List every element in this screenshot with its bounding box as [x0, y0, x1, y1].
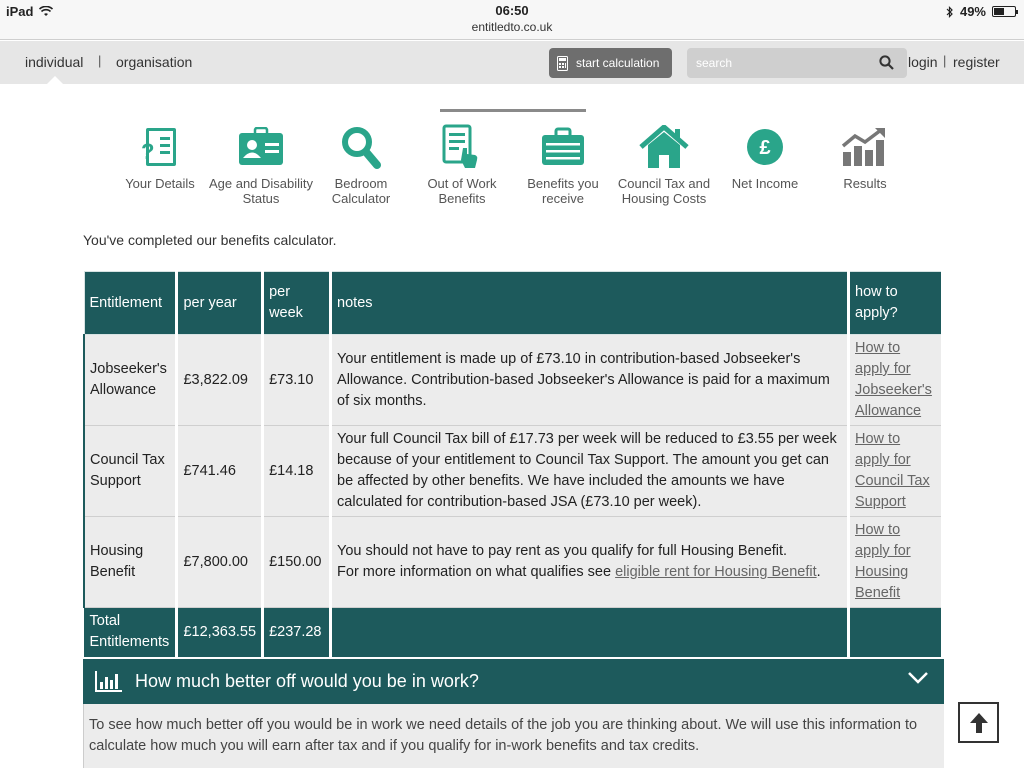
entitlements-table: [83, 271, 944, 657]
step-label: Results: [843, 176, 887, 191]
briefcase-icon: [540, 127, 586, 167]
step-out-of-work-benefits[interactable]: [407, 122, 517, 206]
step-label: Bedroom Calculator: [331, 176, 391, 206]
step-net-income[interactable]: [710, 122, 820, 191]
nav-separator: |: [98, 53, 102, 68]
total-row: [84, 608, 943, 657]
row-notes: Your entitlement is made up of £73.10 in contribution-based Jobseeker's Allowance. Contribution-based Jobseeker's Allowance is paid for a maximum of six months.: [331, 335, 849, 426]
step-your-details[interactable]: [105, 122, 215, 191]
device-name: iPad: [6, 4, 34, 19]
table-row: [84, 335, 943, 426]
address-bar[interactable]: entitledto.co.uk: [471, 20, 553, 34]
row-name: Jobseeker's Allowance: [84, 335, 177, 426]
row-name: Housing Benefit: [84, 517, 177, 608]
apply-link-council-tax[interactable]: How to apply for Council Tax Support: [855, 431, 930, 510]
row-per-week: £14.18: [263, 426, 331, 517]
notes-line-1: You should not have to pay rent as you qualify for full Housing Benefit.: [337, 543, 788, 559]
start-calculation-label: start calculation: [576, 56, 660, 70]
row-notes: Your full Council Tax bill of £17.73 per week will be reduced to £3.55 per week because of your entitlement to Council Tax Support. The amount you get can be affected by other benefits. We have included the amounts we have calculated for contribution-based JSA (£73.10 per week).: [331, 426, 849, 517]
step-results[interactable]: [810, 122, 920, 191]
step-bedroom-calculator[interactable]: [306, 122, 416, 206]
start-calculation-button[interactable]: [549, 48, 672, 78]
step-council-tax-housing[interactable]: [609, 122, 719, 206]
nav-separator-2: |: [943, 53, 947, 68]
apply-link-jsa[interactable]: How to apply for Jobseeker's Allowance: [855, 340, 932, 419]
row-per-year: £3,822.09: [177, 335, 263, 426]
nav-individual[interactable]: individual: [25, 54, 84, 70]
better-off-in-work-accordion[interactable]: [83, 659, 944, 704]
header-per-year: per year: [177, 272, 263, 335]
chevron-down-icon[interactable]: [907, 671, 929, 685]
row-per-year: £741.46: [177, 426, 263, 517]
search-icon[interactable]: [879, 55, 894, 70]
table-row: [84, 517, 943, 608]
row-per-week: £150.00: [263, 517, 331, 608]
step-age-disability[interactable]: [206, 122, 316, 206]
ios-status-bar: [0, 0, 1024, 40]
pound-glyph: £: [759, 137, 771, 159]
table-header-row: [84, 272, 943, 335]
battery-fill: [994, 8, 1004, 15]
active-step-indicator: [440, 109, 586, 112]
status-right: [946, 4, 1016, 19]
header-how-to-apply: how to apply?: [849, 272, 943, 335]
active-tab-caret: [47, 76, 63, 84]
register-link[interactable]: register: [953, 54, 1000, 70]
header-notes: notes: [331, 272, 849, 335]
bluetooth-icon: [946, 6, 954, 18]
site-nav: [0, 41, 1024, 84]
step-label: Benefits you receive: [527, 176, 599, 206]
row-per-week: £73.10: [263, 335, 331, 426]
house-icon: [639, 125, 689, 169]
notes-line-2-suffix: .: [816, 564, 821, 580]
id-card-icon: [237, 127, 285, 167]
total-per-week: £237.28: [263, 608, 331, 657]
table-row: [84, 426, 943, 517]
accordion-title: How much better off would you be in work?: [135, 671, 479, 691]
step-label: Age and Disability Status: [208, 176, 314, 206]
step-label: Council Tax and Housing Costs: [617, 176, 711, 206]
search-input[interactable]: [687, 48, 907, 78]
magnifier-icon: [340, 125, 382, 169]
nav-organisation[interactable]: organisation: [116, 54, 193, 70]
questionnaire-icon: [140, 126, 180, 168]
step-label: Net Income: [731, 176, 799, 191]
battery-icon: [992, 6, 1016, 17]
form-with-hand-icon: [441, 124, 483, 170]
clock: 06:50: [495, 3, 529, 18]
notes-line-2-prefix: For more information on what qualifies see: [337, 564, 612, 580]
total-label: Total Entitlements: [84, 608, 177, 657]
total-apply: [849, 608, 943, 657]
row-name: Council Tax Support: [84, 426, 177, 517]
svg-text:?: ?: [141, 139, 155, 164]
bar-chart-icon: [95, 670, 123, 692]
header-entitlement: Entitlement: [84, 272, 177, 335]
eligible-rent-link[interactable]: eligible rent for Housing Benefit: [615, 564, 817, 580]
bar-chart-trend-icon: [841, 126, 889, 168]
apply-link-housing-benefit[interactable]: How to apply for Housing Benefit: [855, 522, 911, 601]
total-per-year: £12,363.55: [177, 608, 263, 657]
step-label: Your Details: [125, 176, 195, 191]
row-per-year: £7,800.00: [177, 517, 263, 608]
pound-coin-icon: [745, 127, 785, 167]
scroll-to-top-button[interactable]: [958, 702, 999, 743]
step-label: Out of Work Benefits: [427, 176, 497, 206]
step-benefits-you-receive[interactable]: [508, 122, 618, 206]
accordion-body: To see how much better off you would be in work we need details of the job you are thinking about. We will use this information to calculate how much you will earn after tax and if you qualify for in-work benefits and tax credits.: [83, 704, 944, 768]
header-per-week: per week: [263, 272, 331, 335]
row-notes: [331, 517, 849, 608]
completion-message: You've completed our benefits calculator.: [83, 232, 337, 248]
total-notes: [331, 608, 849, 657]
login-link[interactable]: login: [908, 54, 938, 70]
battery-percent: 49%: [959, 4, 986, 19]
arrow-up-icon: [969, 712, 989, 734]
calculator-icon: [557, 56, 568, 71]
